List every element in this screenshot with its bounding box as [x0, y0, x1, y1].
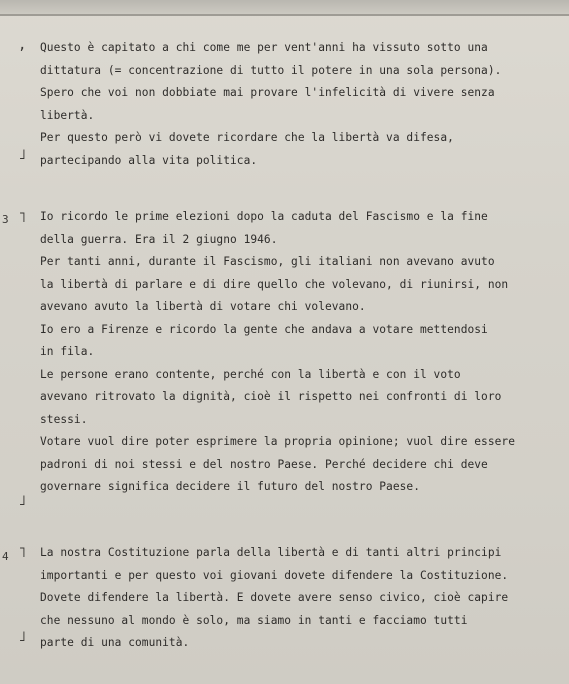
text-line: stessi. [40, 412, 88, 426]
line-marker-icon: ˩ [18, 493, 27, 509]
text-line: Spero che voi non dobbiate mai provare l'infelicità di vivere senza [40, 86, 495, 99]
text-line: avevano ritrovato la dignità, cioè il rispetto nei confronti di loro [40, 390, 502, 403]
text-line: Io ricordo le prime elezioni dopo la caduta del Fascismo e la fine [40, 210, 488, 223]
text-line: governare significa decidere il futuro del nostro Paese. [40, 480, 420, 493]
text-line: Votare vuol dire poter esprimere la propria opinione; vuol dire essere [40, 435, 515, 448]
paragraph-3 [40, 542, 562, 655]
text-line: Io ero a Firenze e ricordo la gente che andava a votare mettendosi [40, 322, 488, 336]
text-line: in fila. [40, 345, 95, 358]
text-line: avevano avuto la libertà di votare chi volevano. [40, 300, 366, 313]
text-line: libertà. [40, 108, 95, 122]
text-line: Per tanti anni, durante il Fascismo, gli italiani non avevano avuto [40, 255, 495, 268]
text-line: La nostra Costituzione parla della libertà e di tanti altri principi [40, 546, 502, 559]
text-line: importanti e per questo voi giovani dovete difendere la Costituzione. [40, 568, 509, 582]
line-marker-icon: ˥ [18, 210, 27, 226]
line-marker-icon: ‚ [18, 37, 27, 53]
paragraph-number: 3 [2, 213, 9, 226]
line-marker-icon: ˩ [18, 629, 27, 645]
paragraph-2 [40, 206, 562, 499]
text-line: Dovete difendere la libertà. E dovete avere senso civico, cioè capire [40, 591, 509, 604]
text-line: Per questo però vi dovete ricordare che la libertà va difesa, [40, 131, 454, 144]
page-top-divider [0, 14, 569, 16]
text-line: che nessuno al mondo è solo, ma siamo in tanti e facciamo tutti [40, 613, 468, 627]
text-line: padroni di noi stessi e del nostro Paese. Perché decidere chi deve [40, 457, 488, 471]
line-marker-icon: ˩ [18, 147, 27, 163]
paragraph-1 [40, 37, 562, 172]
text-line: della guerra. Era il 2 giugno 1946. [40, 232, 278, 246]
text-line: parte di una comunità. [40, 636, 190, 649]
text-line: dittatura (= concentrazione di tutto il potere in una sola persona). [40, 63, 502, 77]
text-line: partecipando alla vita politica. [40, 153, 258, 167]
text-line: la libertà di parlare e di dire quello che volevano, di riunirsi, non [40, 277, 509, 291]
text-line: Questo è capitato a chi come me per vent'anni ha vissuto sotto una [40, 41, 488, 54]
text-line: Le persone erano contente, perché con la libertà e con il voto [40, 367, 461, 381]
line-marker-icon: ˥ [18, 545, 27, 561]
paragraph-number: 4 [2, 550, 9, 563]
